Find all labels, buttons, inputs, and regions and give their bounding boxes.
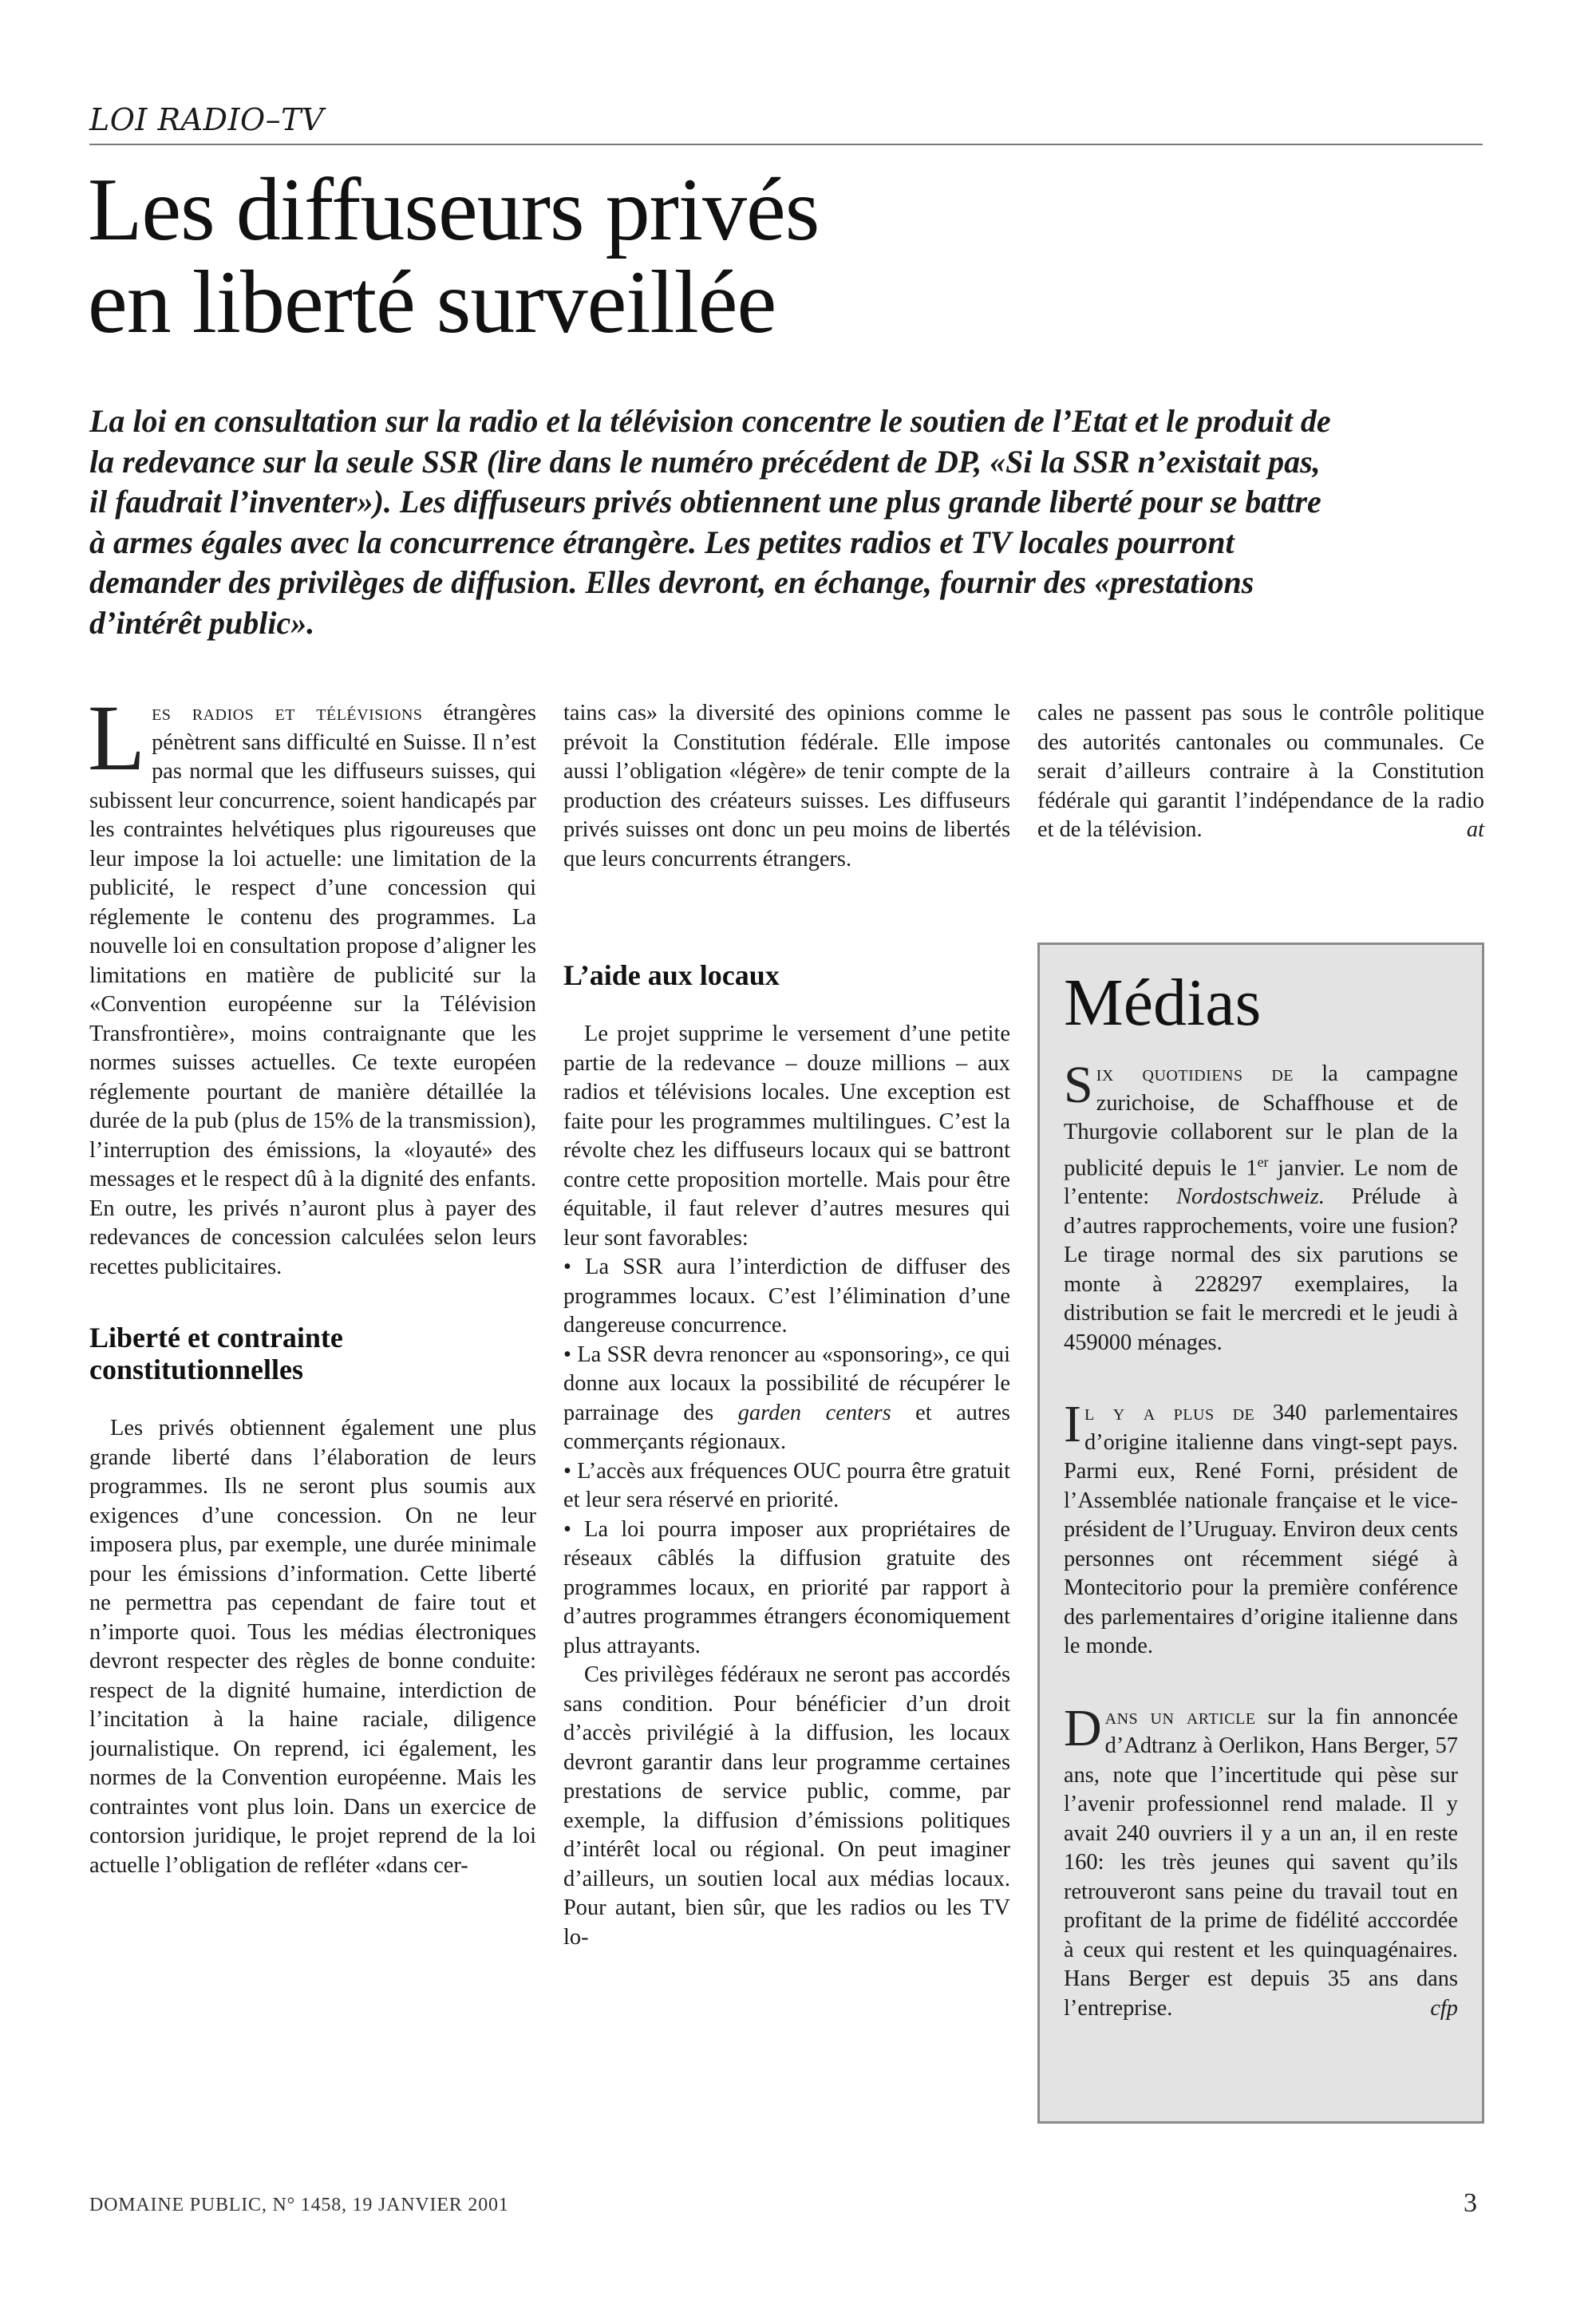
section2-bullet-3: • L’accès aux fréquences OUC pourra être gratuit et leur sera réservé en priorité. [563, 1457, 1010, 1516]
section2-bullet-2 [563, 1341, 1010, 1457]
sidebar-item-3-smallcaps: ans un article [1104, 1704, 1256, 1729]
headline-line-1: Les diffuseurs privés [88, 160, 820, 259]
bullet2-text-after: et autres commerçants régionaux. [563, 1400, 1010, 1454]
sidebar-item-1-superscript: er [1257, 1153, 1269, 1170]
section2-heading: L’aide aux locaux [563, 959, 780, 991]
bullet2-text-before: La SSR devra renoncer au «sponsoring», ce qui donne aux locaux la possibilité de récupérer le parrainage des [563, 1342, 1010, 1425]
sidebar-item-1 [1064, 1056, 1458, 1357]
article-headline [88, 160, 1285, 352]
sidebar-item-2-text: 340 parlementaires d’origine italienne dans vingt-sept pays. Parmi eux, René Forni, président de l’Assemblée nationale française et le vice-président de l’Uruguay. Environ deux cents personnes ont récemment siégé à Montecitorio pour la première conférence des parlementaires d’origine italienne dans le monde. [1064, 1401, 1459, 1659]
article-column-2 [563, 699, 1010, 1952]
section2-paragraph-2-continued [1037, 699, 1484, 845]
section2-bullet-1: • La SSR aura l’interdiction de diffuser des programmes locaux. C’est l’élimination d’une dangereuse concurrence. [563, 1253, 1010, 1341]
sidebar-item-1-italic: Nordostschweiz. [1176, 1184, 1325, 1210]
section1-paragraph-text: Les privés obtiennent également une plus grande liberté dans l’élaboration de leurs programmes. Ils ne seront plus soumis aux exigences d’une concession. On ne leur imposera plus, par exemple, une durée minimale pour les émissions d’information. Cette liberté ne permettra pas cependant de faire tout et n’importe quoi. Tous les médias électroniques devront respecter des règles de bonne conduite: respect de la dignité humaine, interdiction de l’incitation à la haine raciale, diligence journalistique. On reprend, ici également, les normes de la Convention européenne. Mais les contraintes vont plus loin. Dans un exercice de contorsion juridique, le projet reprend de la loi actuelle l’obligation de refléter «dans cer- [89, 1416, 536, 1878]
sidebar-item-3-dropcap: D [1064, 1698, 1102, 1757]
page-footer: DOMAINE PUBLIC, N° 1458, 19 JANVIER 2001 [89, 2195, 509, 2215]
article-lead: La loi en consultation sur la radio et la télévision concentre le soutien de l’Etat et le produit de la redevance sur la seule SSR (lire dans le numéro précédent de DP, «Si la SSR n’existait pas, il faudrait l’inventer»). Les diffuseurs privés obtiennent une plus grande liberté pour se battre à armes égales avec la concurrence étrangère. Les petites radios et TV locales pourront demander des privilèges de diffusion. Elles devront, en échange, fournir des «prestations d’intérêt public». [89, 403, 1331, 641]
section1-paragraph [89, 1414, 536, 2300]
article-signature: at [1466, 817, 1484, 842]
section1-heading-line-2: constitutionnelles [89, 1354, 304, 1385]
section2-paragraph-2-text: Ces privilèges fédéraux ne seront pas accordés sans condition. Pour bénéficier d’un droit d’accès privilégié à la diffusion, les locaux devront garantir dans leur programme certaines prestations de service public, comme, par exemple, la diffusion d’émissions politiques d’intérêt local ou régional. On peut imaginer d’ailleurs, un soutien local aux médias locaux. Pour autant, bien sûr, que les radios ou les TV lo- [563, 1662, 1010, 1950]
sidebar-item-1-smallcaps: ix quotidiens de [1096, 1061, 1294, 1086]
intro-text: étrangères pénètrent sans difficulté en Suisse. Il n’est pas normal que les diffuseurs suisses, qui subissent leur concurrence, soient handicapés par les contraintes helvétiques plus rigoureuses que leur impose la loi actuelle: une limitation de la publicité, le respect d’une concession qui réglemente le contenu des programmes. La nouvelle loi en consultation propose d’aligner les limitations en matière de publicité sur la «Convention européenne sur la Télévision Transfrontière», moins contraignante que les normes suisses actuelles. Ce texte européen réglemente pourtant de manière détaillée la durée de la pub (plus de 15% de la transmission), l’interruption des émissions, la «loyauté» des messages et le respect dû à la dignité des enfants. En outre, les privés n’auront plus à payer des redevances de concession calculées selon leurs recettes publicitaires. [89, 701, 536, 1279]
section2-paragraph-2 [563, 1661, 1010, 1952]
headline-line-2: en liberté surveillée [88, 253, 776, 352]
page-number: 3 [1464, 2188, 1477, 2218]
sidebar-item-2-dropcap: I [1064, 1395, 1081, 1454]
section1-heading-line-1: Liberté et contrainte [89, 1322, 343, 1354]
sidebar-item-1-text-middle: janvier. Le nom de l’entente: [1064, 1155, 1458, 1210]
sidebar-item-2-smallcaps: l y a plus de [1084, 1401, 1255, 1426]
sidebar-item-3 [1064, 1698, 1458, 2024]
section2-bullet-4: • La loi pourra imposer aux propriétaires de réseaux câblés la diffusion gratuite des programmes locaux, en priorité par rapport à d’autres programmes étrangers économiquement plus attrayants. [563, 1516, 1010, 1662]
sidebar-item-3-text: sur la fin annoncée d’Adtranz à Oerlikon, Hans Berger, 57 ans, note que l’incertitude qui pèse sur l’avenir professionnel rend malade. Il y avait 240 ouvriers il y a un an, il en reste 160: les très jeunes qui savent qu’ils retrouveront sans peine du travail tout en profitant de la prime de fidélité acccordée à ceux qui restent et les quinquagénaires. Hans Berger est depuis 35 ans dans l’entreprise. [1064, 1704, 1458, 2021]
intro-smallcaps: es radios et télévisions [152, 701, 423, 725]
article-column-3 [1037, 699, 1484, 845]
sidebar-item-1-dropcap: S [1064, 1056, 1093, 1114]
bullet2-italic: garden centers [737, 1400, 891, 1425]
article-column-1 [88, 686, 536, 2300]
sidebar-item-1-text-before: la campagne zurichoise, de Schaffhouse et de Thurgovie collaborent sur le plan de la publicité depuis le 1 [1064, 1061, 1458, 1180]
media-sidebar [1037, 943, 1484, 2124]
rubric-rule [89, 144, 1483, 145]
section1-paragraph-continued [563, 699, 1010, 932]
section-rubric: LOI RADIO–TV [89, 102, 324, 137]
section2-paragraph-2-continued-text: cales ne passent pas sous le contrôle politique des autorités cantonales ou communales. Ce serait d’ailleurs contraire à la Constitution fédérale qui garantit l’indépendance de la radio et de la télévision. [1037, 701, 1484, 842]
sidebar-item-1-text-after: Prélude à d’autres rapprochements, voire une fusion? Le tirage normal des six parutions se monte à 228297 exemplaires, la distribution se fait le mercredi et le jeudi à 459000 ménages. [1064, 1184, 1458, 1355]
sidebar-signature: cfp [1430, 1995, 1458, 2021]
sidebar-item-2 [1064, 1395, 1459, 1662]
sidebar-title: Médias [1064, 966, 1262, 1040]
section1-heading [89, 1322, 536, 1385]
section1-paragraph-continued-text: tains cas» la diversité des opinions comme le prévoit la Constitution fédérale. Elle impose aussi l’obligation «légère» de tenir compte de la production des créateurs suisses. Les diffuseurs privés suisses ont donc un peu moins de libertés que leurs concurrents étrangers. [563, 701, 1010, 871]
intro-dropcap: L [88, 686, 146, 790]
intro-paragraph [88, 686, 536, 1282]
section2-paragraph-1: Le projet supprime le versement d’une petite partie de la redevance – douze millions – aux radios et télévisions locales. Une exception est faite pour les programmes multilingues. C’est la révolte chez les diffuseurs locaux qui se battront contre cette proposition mortelle. Mais pour être équitable, il faut relever d’autres mesures qui leur sont favorables: [563, 1022, 1010, 1251]
